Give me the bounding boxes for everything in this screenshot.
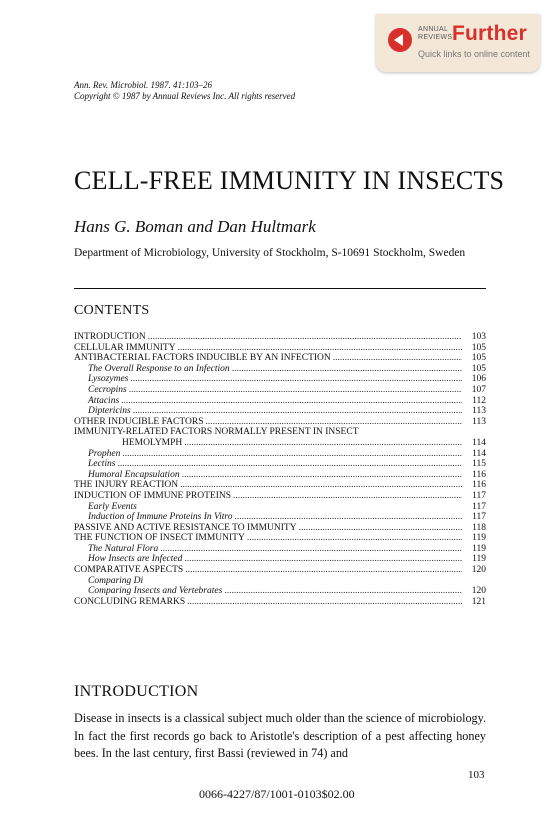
toc-entry-page: 106 [471,374,486,385]
toc-entry[interactable] [74,502,486,513]
badge-publisher-label [418,26,452,42]
journal-header [74,80,295,102]
toc-entry-label: OTHER INDUCIBLE FACTORS [74,416,204,427]
toc-entry-label: How Insects are Infected [88,554,183,565]
toc-entry-page: 113 [472,416,486,427]
author-affiliation: Department of Microbiology, University of Stockholm, S-10691 Stockholm, Sweden [74,247,466,259]
toc-entry-page: 121 [471,596,486,607]
contents-heading: CONTENTS [74,303,150,318]
toc-entry-label: Lectins [88,459,116,470]
divider-rule [74,288,486,289]
toc-entry[interactable] [74,396,486,407]
toc-leader-dots [160,544,462,555]
toc-entry-label: Prophen [88,448,121,459]
toc-entry[interactable] [74,565,486,576]
toc-entry-label: PASSIVE AND ACTIVE RESISTANCE TO IMMUNITY [74,522,297,533]
toc-entry[interactable] [74,597,486,608]
toc-entry-page: 117 [472,501,486,512]
toc-entry-page: 120 [471,586,486,597]
toc-leader-dots [233,491,462,502]
toc-entry-page: 120 [471,565,486,576]
badge-quick-links-link[interactable]: Quick links to online content [418,49,531,59]
toc-leader-dots [333,353,462,364]
toc-leader-dots [232,364,462,375]
copyright-line: Copyright © 1987 by Annual Reviews Inc. All rights reserved [74,91,296,101]
toc-entry-label: COMPARATIVE ASPECTS [74,565,184,576]
toc-entry-label: Cecropins [88,384,127,395]
toc-entry[interactable] [74,332,486,343]
toc-leader-dots [247,533,462,544]
toc-leader-dots [122,449,462,460]
toc-leader-dots [130,374,462,385]
toc-entry[interactable] [74,417,486,428]
toc-entry-page: 113 [472,406,486,417]
toc-entry[interactable] [74,343,486,354]
toc-entry[interactable] [74,533,486,544]
further-badge[interactable] [376,14,540,72]
toc-entry-label: THE FUNCTION OF INSECT IMMUNITY [74,533,245,544]
toc-entry[interactable] [74,449,486,460]
article-code: 0066-4227/87/1001-0103$02.00 [199,787,355,801]
toc-leader-dots [178,343,462,354]
toc-leader-dots [180,480,462,491]
toc-entry-page: 119 [472,533,486,544]
toc-entry[interactable] [74,438,486,449]
toc-entry-page: 115 [472,459,486,470]
toc-entry-page: 117 [472,490,486,501]
toc-entry[interactable] [74,459,486,470]
toc-entry[interactable] [74,470,486,481]
toc-entry-label: Lysozymes [88,374,129,385]
toc-leader-dots [299,523,462,534]
toc-entry[interactable] [74,512,486,523]
toc-leader-dots [129,385,462,396]
toc-leader-dots [185,565,462,576]
toc-entry[interactable] [74,353,486,364]
toc-entry-page: 116 [472,469,486,480]
table-of-contents [74,332,486,607]
toc-entry-page: 118 [472,522,486,533]
toc-entry-label: CONCLUDING REMARKS [74,596,186,607]
article-title: CELL-FREE IMMUNITY IN INSECTS [74,166,505,195]
toc-leader-dots [133,406,462,417]
toc-entry-label: Humoral Encapsulation [88,469,180,480]
toc-entry-label: ANTIBACTERIAL FACTORS INDUCIBLE BY AN INFECTION [74,353,331,364]
toc-entry-label: INDUCTION OF IMMUNE PROTEINS [74,490,232,501]
toc-entry[interactable] [74,364,486,375]
badge-reviews-text: REVIEWS [418,34,453,41]
toc-entry-page: 119 [472,543,486,554]
toc-entry-label: Attacins [88,395,120,406]
toc-entry-page: 107 [471,384,486,395]
badge-further-text: Further [452,22,527,45]
toc-leader-dots [206,417,463,428]
toc-entry[interactable] [74,544,486,555]
toc-entry-page: 105 [471,353,486,364]
introduction-heading: INTRODUCTION [74,683,199,700]
toc-entry-label: Comparing Di [88,575,144,586]
toc-leader-dots [184,438,462,449]
article-authors: Hans G. Boman and Dan Hultmark [74,217,316,236]
toc-entry-label: IMMUNITY-RELATED FACTORS NORMALLY PRESENT IN INSECT [74,427,359,438]
toc-entry-page: 103 [471,332,486,342]
toc-entry-label: HEMOLYMPH [122,437,183,448]
toc-entry[interactable] [74,576,486,587]
toc-entry[interactable] [74,480,486,491]
toc-entry-label: Diptericins [88,406,131,417]
toc-entry-page: 117 [472,512,486,523]
badge-annual-text: ANNUAL [418,26,449,33]
toc-leader-dots [184,554,462,565]
toc-leader-dots [224,586,462,597]
toc-leader-dots [235,512,463,523]
toc-entry-page: 105 [471,363,486,374]
toc-leader-dots [148,332,462,343]
toc-entry[interactable] [74,491,486,502]
toc-entry[interactable] [74,427,486,438]
toc-entry-page: 119 [472,554,486,565]
toc-entry-label: INTRODUCTION [74,332,146,342]
toc-leader-dots [117,459,462,470]
toc-entry-label: The Natural Flora [88,543,159,554]
toc-entry[interactable] [74,586,486,597]
page-number: 103 [468,769,485,781]
toc-entry-page: 114 [472,448,486,459]
toc-entry-label: CELLULAR IMMUNITY [74,342,176,353]
toc-entry[interactable] [74,523,486,534]
toc-entry-label: Comparing Insects and Vertebrates [88,586,223,597]
toc-entry-label: The Overall Response to an Infection [88,363,230,374]
toc-leader-dots [187,597,462,608]
toc-entry-page: 116 [472,480,486,491]
toc-entry[interactable] [74,385,486,396]
toc-entry-page: 114 [472,437,486,448]
toc-entry-page: 112 [472,395,486,406]
toc-entry-label: Early Events [88,501,137,512]
toc-leader-dots [121,396,462,407]
toc-leader-dots [182,470,462,481]
toc-entry[interactable] [74,554,486,565]
toc-entry[interactable] [74,374,486,385]
journal-citation: Ann. Rev. Microbiol. 1987. 41:103–26 [74,80,212,90]
introduction-paragraph: Disease in insects is a classical subject much older than the science of microbiology. In fact the first records go back to Aristotle's description of a pest affecting honey bees. In the last century, first Bassi (reviewed in 74) and [74,711,486,760]
annual-reviews-logo-icon [388,28,412,52]
toc-entry-label: Induction of Immune Proteins In Vitro [88,512,233,523]
toc-entry-label: THE INJURY REACTION [74,480,179,491]
toc-entry-page: 105 [471,342,486,353]
toc-entry[interactable] [74,406,486,417]
